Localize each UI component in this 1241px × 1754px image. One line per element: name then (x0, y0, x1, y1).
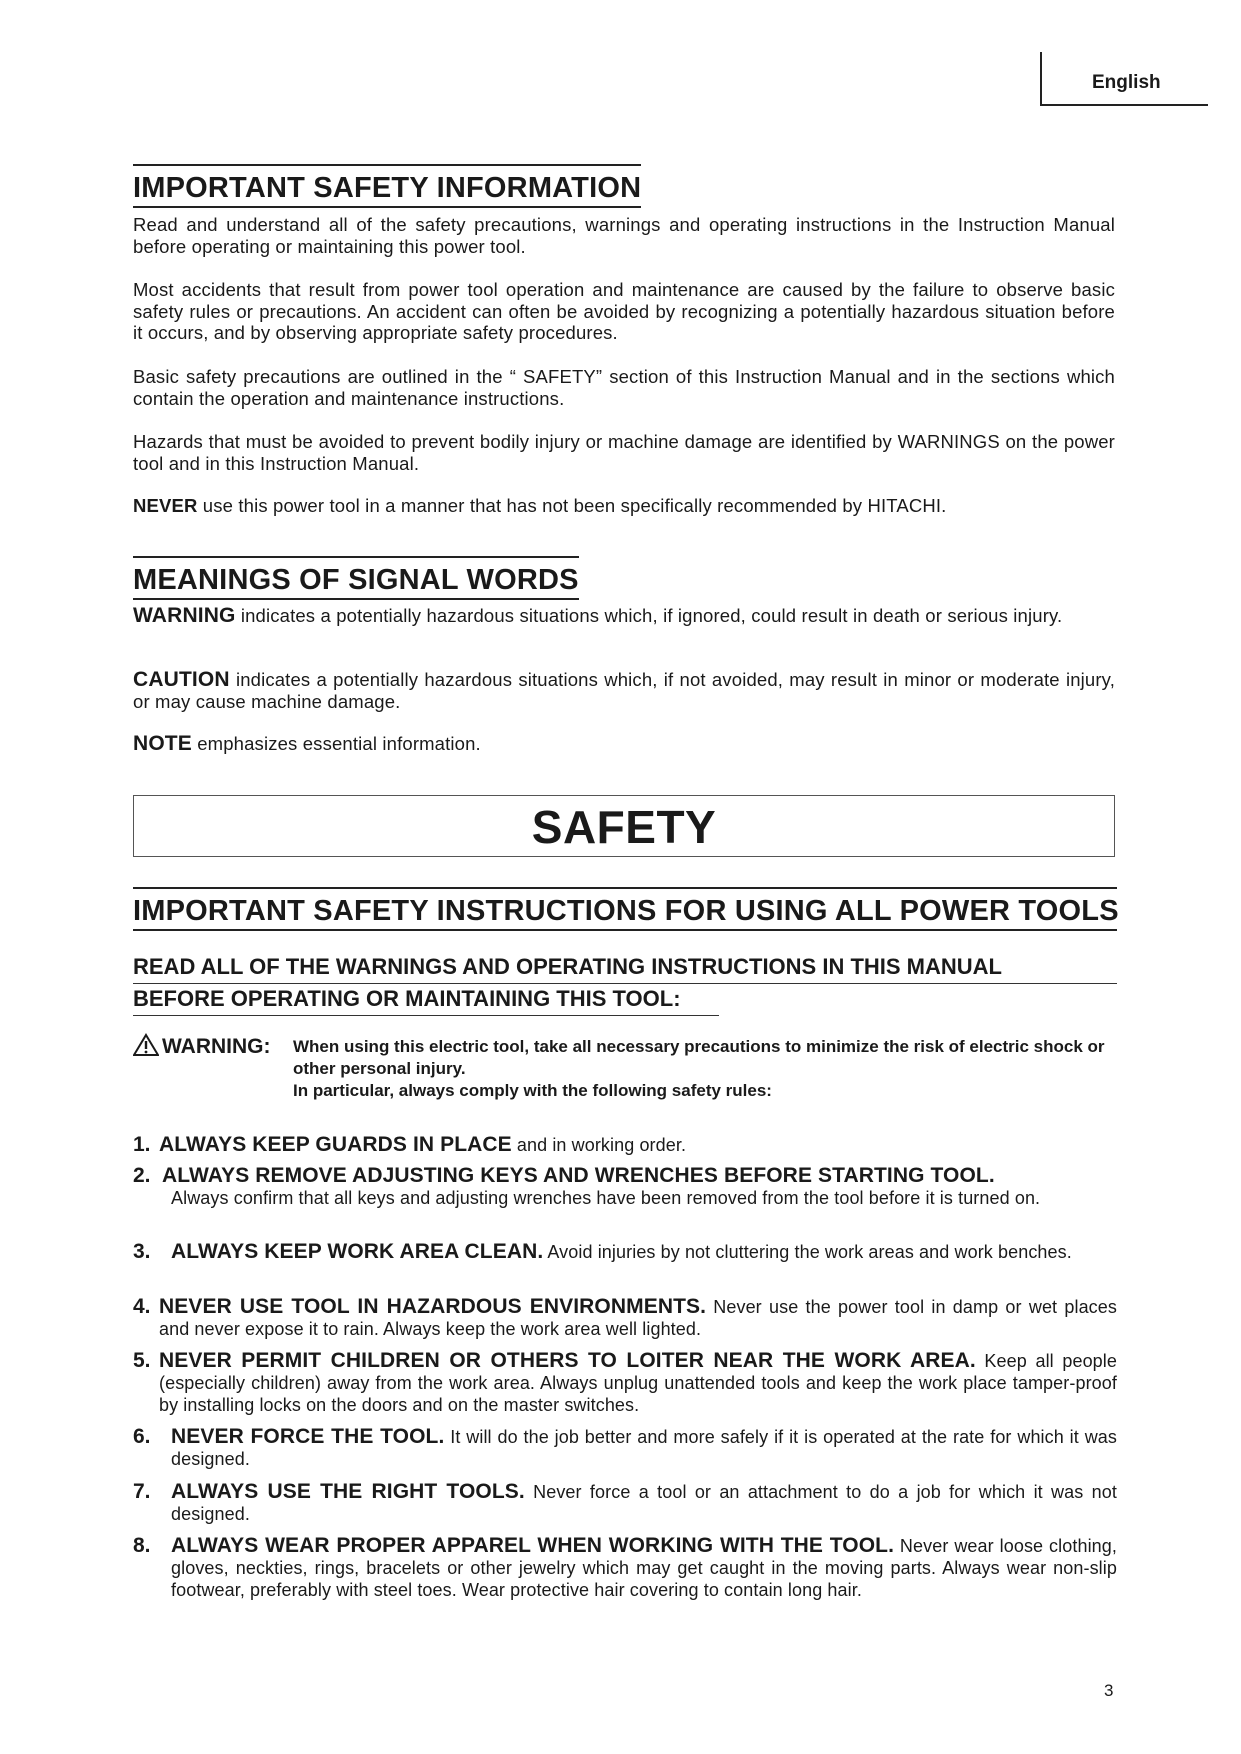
warning-label-text: WARNING: (162, 1035, 271, 1058)
list-item: 7. ALWAYS USE THE RIGHT TOOLS. Never force a tool or an attachment to do a job for which it was not designed. (133, 1480, 1117, 1524)
paragraph-accidents: Most accidents that result from power tool operation and maintenance are caused by the failure to observe basic safety rules or precautions. An accident can often be avoided by recognizing a potentially hazardous situation before it occurs, and by observing appropriate safety procedures. (133, 279, 1115, 343)
warning-triangle-icon (133, 1033, 159, 1057)
paragraph-basic-precautions: Basic safety precautions are outlined in the “ SAFETY” section of this Instruction Manual and in the sections which contain the operation and maintenance instructions. (133, 366, 1115, 409)
list-item: 2. ALWAYS REMOVE ADJUSTING KEYS AND WRENCHES BEFORE STARTING TOOL. Always confirm that all keys and adjusting wrenches have been removed from the tool before it is turned on. (133, 1164, 1041, 1208)
signal-caution-text: indicates a potentially hazardous situations which, if not avoided, may result in minor or moderate injury, or may cause machine damage. (133, 669, 1115, 712)
subhead-before-operating: BEFORE OPERATING OR MAINTAINING THIS TOOL: (133, 986, 719, 1016)
warning-line-1: When using this electric tool, take all necessary precautions to minimize the risk of electric shock or other personal injury. (293, 1037, 1105, 1078)
section-title-power-tools: IMPORTANT SAFETY INSTRUCTIONS FOR USING ALL POWER TOOLS (133, 887, 1117, 931)
signal-note-word: NOTE (133, 732, 192, 755)
never-keyword: NEVER (133, 495, 198, 516)
signal-warning-text: indicates a potentially hazardous situations which, if ignored, could result in death or serious injury. (235, 605, 1063, 626)
list-item: 6. NEVER FORCE THE TOOL. It will do the job better and more safely if it is operated at the rate for which it was designed. (133, 1425, 1118, 1469)
list-item: 1. ALWAYS KEEP GUARDS IN PLACE and in working order. (133, 1133, 687, 1156)
subhead-read-all: READ ALL OF THE WARNINGS AND OPERATING INSTRUCTIONS IN THIS MANUAL (133, 954, 1117, 984)
section-title-safety-information: IMPORTANT SAFETY INFORMATION (133, 164, 641, 208)
list-item: 8. ALWAYS WEAR PROPER APPAREL WHEN WORKING WITH THE TOOL. Never wear loose clothing, gloves, neckties, rings, bracelets or other jewelry which may get caught in the moving parts. Always wear non-slip footwear, preferably with steel toes. Wear protective hair covering to contain long hair. (133, 1534, 1117, 1600)
warning-line-2: In particular, always comply with the following safety rules: (293, 1081, 772, 1100)
paragraph-read-understand: Read and understand all of the safety precautions, warnings and operating instructions in the Instruction Manual before operating or maintaining this power tool. (133, 214, 1115, 257)
paragraph-never-use (133, 495, 1115, 517)
section-title-signal-words: MEANINGS OF SIGNAL WORDS (133, 556, 579, 600)
warning-label (133, 1033, 271, 1060)
language-tab (1040, 52, 1208, 106)
signal-note (133, 733, 1115, 755)
language-label: English (1092, 72, 1161, 93)
list-item: 5. NEVER PERMIT CHILDREN OR OTHERS TO LOITER NEAR THE WORK AREA. Keep all people (especially children) away from the work area. Always unplug unattended tools and keep the work place tamper-proof by installing locks on the doors and on the master switches. (133, 1349, 1118, 1415)
safety-banner-text: SAFETY (531, 801, 717, 853)
list-item: 3. ALWAYS KEEP WORK AREA CLEAN. Avoid injuries by not cluttering the work areas and work benches. (133, 1240, 1072, 1263)
safety-banner (133, 795, 1115, 857)
warning-text (293, 1036, 1116, 1102)
signal-note-text: emphasizes essential information. (191, 733, 481, 754)
signal-warning-word: WARNING (133, 604, 236, 627)
signal-caution-word: CAUTION (133, 668, 230, 691)
signal-caution (133, 669, 1115, 712)
paragraph-hazards: Hazards that must be avoided to prevent bodily injury or machine damage are identified by WARNINGS on the power tool and in this Instruction Manual. (133, 431, 1115, 474)
page-number: 3 (1104, 1681, 1114, 1700)
never-text: use this power tool in a manner that has not been specifically recommended by HITACHI. (197, 495, 947, 516)
signal-warning (133, 605, 1115, 627)
list-item: 4. NEVER USE TOOL IN HAZARDOUS ENVIRONMENTS. Never use the power tool in damp or wet places and never expose it to rain. Always keep the work area well lighted. (133, 1295, 1117, 1339)
